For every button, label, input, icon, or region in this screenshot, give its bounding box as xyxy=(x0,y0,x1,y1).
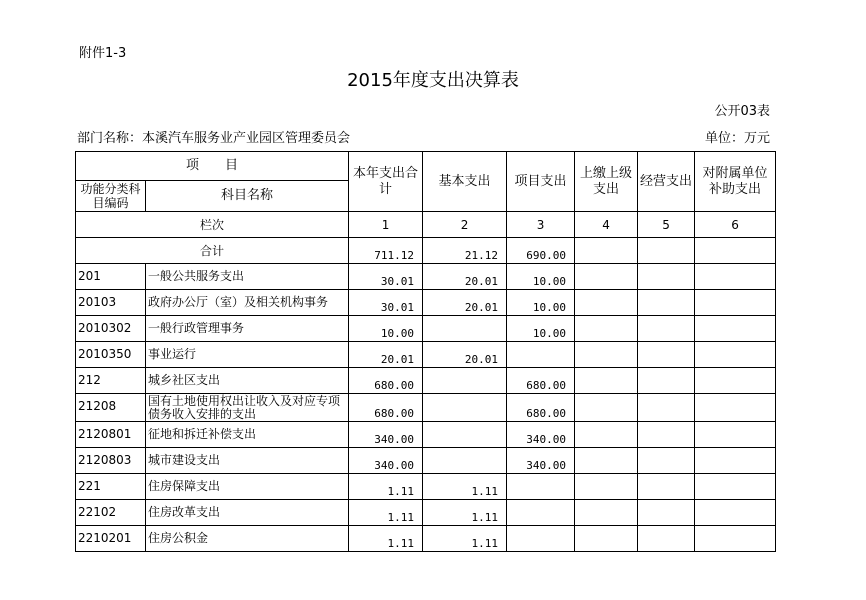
row-c6 xyxy=(695,368,776,394)
row-name: 住房保障支出 xyxy=(146,474,349,500)
row-c6 xyxy=(695,290,776,316)
row-c2 xyxy=(423,368,507,394)
total-c6 xyxy=(695,238,776,264)
row-c6 xyxy=(695,500,776,526)
total-label: 合计 xyxy=(76,238,349,264)
table-row xyxy=(76,316,776,342)
row-c3: 10.00 xyxy=(507,316,575,342)
index-6: 6 xyxy=(695,212,776,238)
total-c1: 711.12 xyxy=(349,238,423,264)
row-c2 xyxy=(423,316,507,342)
row-c6 xyxy=(695,264,776,290)
row-c4 xyxy=(575,290,638,316)
row-c6 xyxy=(695,394,776,422)
row-c3: 680.00 xyxy=(507,368,575,394)
row-c2 xyxy=(423,422,507,448)
table-row xyxy=(76,474,776,500)
row-c4 xyxy=(575,474,638,500)
table-row xyxy=(76,422,776,448)
table-row xyxy=(76,342,776,368)
row-c5 xyxy=(638,500,695,526)
row-c6 xyxy=(695,474,776,500)
row-c4 xyxy=(575,368,638,394)
row-name: 一般行政管理事务 xyxy=(146,316,349,342)
row-c3: 680.00 xyxy=(507,394,575,422)
row-c5 xyxy=(638,264,695,290)
attachment-label: 附件1-3 xyxy=(79,46,127,61)
index-4: 4 xyxy=(575,212,638,238)
project-header: 项 目 xyxy=(76,152,349,181)
row-c2: 20.01 xyxy=(423,264,507,290)
row-c4 xyxy=(575,526,638,552)
row-code: 20103 xyxy=(76,290,146,316)
row-name: 事业运行 xyxy=(146,342,349,368)
total-c3: 690.00 xyxy=(507,238,575,264)
row-code: 22102 xyxy=(76,500,146,526)
row-c5 xyxy=(638,394,695,422)
func-code-header: 功能分类科目编码 xyxy=(76,181,146,212)
row-c2 xyxy=(423,448,507,474)
row-c4 xyxy=(575,342,638,368)
row-c5 xyxy=(638,474,695,500)
row-c1: 680.00 xyxy=(349,368,423,394)
row-c6 xyxy=(695,422,776,448)
row-c3: 340.00 xyxy=(507,448,575,474)
expenditure-table xyxy=(75,151,776,552)
row-c3: 10.00 xyxy=(507,290,575,316)
table-row xyxy=(76,448,776,474)
row-c6 xyxy=(695,526,776,552)
row-c1: 1.11 xyxy=(349,526,423,552)
col-subsidy-header: 对附属单位补助支出 xyxy=(695,152,776,212)
row-c1: 30.01 xyxy=(349,290,423,316)
row-c5 xyxy=(638,448,695,474)
row-c2: 20.01 xyxy=(423,290,507,316)
row-c1: 1.11 xyxy=(349,500,423,526)
department-name: 部门名称：本溪汽车服务业产业园区管理委员会 xyxy=(77,131,351,146)
row-c1: 340.00 xyxy=(349,422,423,448)
row-c5 xyxy=(638,316,695,342)
index-row xyxy=(76,212,776,238)
index-1: 1 xyxy=(349,212,423,238)
page-title: 2015年度支出决算表 xyxy=(347,70,519,91)
row-c3 xyxy=(507,474,575,500)
col-basic-header: 基本支出 xyxy=(423,152,507,212)
row-name: 政府办公厅（室）及相关机构事务 xyxy=(146,290,349,316)
row-c3 xyxy=(507,500,575,526)
row-c6 xyxy=(695,316,776,342)
table-row xyxy=(76,500,776,526)
row-c4 xyxy=(575,264,638,290)
row-c2: 20.01 xyxy=(423,342,507,368)
row-c1: 10.00 xyxy=(349,316,423,342)
row-c6 xyxy=(695,448,776,474)
row-c4 xyxy=(575,448,638,474)
row-c3 xyxy=(507,342,575,368)
col-superior-header: 上缴上级支出 xyxy=(575,152,638,212)
table-row xyxy=(76,368,776,394)
row-c3: 10.00 xyxy=(507,264,575,290)
total-c5 xyxy=(638,238,695,264)
row-c1: 680.00 xyxy=(349,394,423,422)
row-c1: 20.01 xyxy=(349,342,423,368)
row-code: 221 xyxy=(76,474,146,500)
unit-label: 单位：万元 xyxy=(704,131,770,146)
row-name: 住房改革支出 xyxy=(146,500,349,526)
row-code: 212 xyxy=(76,368,146,394)
row-code: 2010350 xyxy=(76,342,146,368)
row-c1: 1.11 xyxy=(349,474,423,500)
row-c4 xyxy=(575,316,638,342)
col-project-header: 项目支出 xyxy=(507,152,575,212)
row-c5 xyxy=(638,526,695,552)
row-name: 国有土地使用权出让收入及对应专项债务收入安排的支出 xyxy=(146,394,349,422)
row-c5 xyxy=(638,368,695,394)
row-c3: 340.00 xyxy=(507,422,575,448)
row-c4 xyxy=(575,394,638,422)
row-code: 21208 xyxy=(76,394,146,422)
form-code: 公开03表 xyxy=(714,104,770,119)
row-c4 xyxy=(575,500,638,526)
row-code: 2120803 xyxy=(76,448,146,474)
row-c5 xyxy=(638,422,695,448)
table-row xyxy=(76,526,776,552)
row-c2: 1.11 xyxy=(423,474,507,500)
row-name: 城乡社区支出 xyxy=(146,368,349,394)
index-2: 2 xyxy=(423,212,507,238)
row-name: 一般公共服务支出 xyxy=(146,264,349,290)
row-c1: 30.01 xyxy=(349,264,423,290)
table-row xyxy=(76,264,776,290)
row-c2 xyxy=(423,394,507,422)
row-name: 城市建设支出 xyxy=(146,448,349,474)
col-business-header: 经营支出 xyxy=(638,152,695,212)
total-c2: 21.12 xyxy=(423,238,507,264)
row-c4 xyxy=(575,422,638,448)
row-code: 201 xyxy=(76,264,146,290)
row-code: 2120801 xyxy=(76,422,146,448)
row-name: 住房公积金 xyxy=(146,526,349,552)
header-row-1 xyxy=(76,152,776,181)
total-c4 xyxy=(575,238,638,264)
row-code: 2010302 xyxy=(76,316,146,342)
row-c1: 340.00 xyxy=(349,448,423,474)
table-row xyxy=(76,394,776,422)
subject-name-header: 科目名称 xyxy=(146,181,349,212)
col-total-header: 本年支出合计 xyxy=(349,152,423,212)
index-3: 3 xyxy=(507,212,575,238)
row-c3 xyxy=(507,526,575,552)
row-c5 xyxy=(638,290,695,316)
total-row xyxy=(76,238,776,264)
row-c2: 1.11 xyxy=(423,526,507,552)
index-label: 栏次 xyxy=(76,212,349,238)
row-c5 xyxy=(638,342,695,368)
row-c2: 1.11 xyxy=(423,500,507,526)
table-row xyxy=(76,290,776,316)
index-5: 5 xyxy=(638,212,695,238)
row-code: 2210201 xyxy=(76,526,146,552)
row-c6 xyxy=(695,342,776,368)
row-name: 征地和拆迁补偿支出 xyxy=(146,422,349,448)
